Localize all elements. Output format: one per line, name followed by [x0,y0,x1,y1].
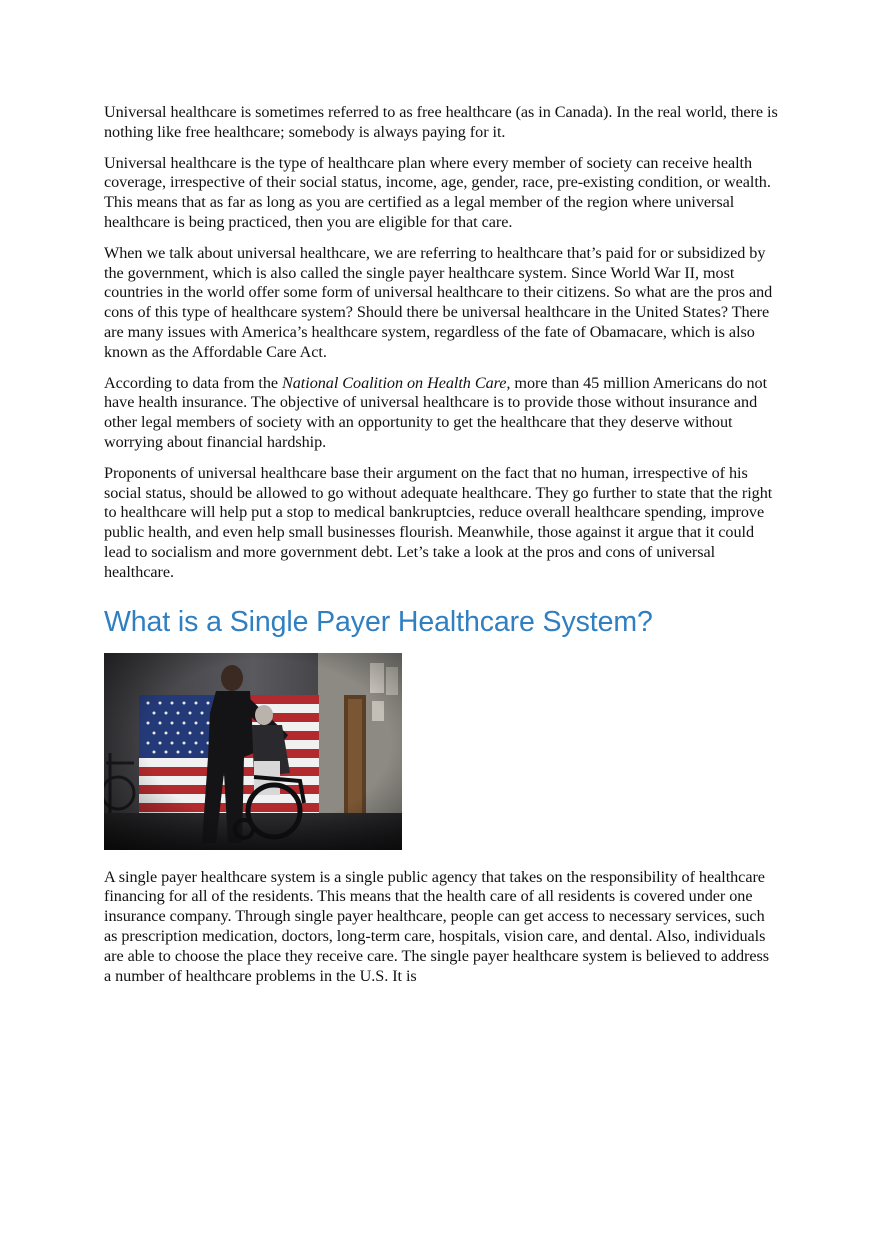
document-page [104,103,778,997]
coalition-paragraph [104,374,778,453]
coalition-text-before: According to data from the [104,373,283,392]
photo-illustration [104,653,402,850]
section-heading: What is a Single Payer Healthcare System? [104,605,653,638]
government-paragraph: When we talk about universal healthcare, we are referring to healthcare that’s paid for or subsidized by the government, which is also called the single payer healthcare system. Since World War II, most countries in the world offer some form of universal healthcare to their citizens. So what are the pros and cons of this type of healthcare system? Should there be universal healthcare in the United States? There are many issues with America’s healthcare system, regardless of the fate of Obamacare, which is also known as the Affordable Care Act. [104,243,773,361]
coalition-source: National Coalition on Health Care, [282,373,511,392]
article-photo [104,653,402,850]
intro-paragraph: Universal healthcare is sometimes referred to as free healthcare (as in Canada). In the real world, there is nothing like free healthcare; somebody is always paying for it. [104,103,778,141]
single-payer-paragraph: A single payer healthcare system is a single public agency that takes on the responsibility of healthcare financing for all of the residents. This means that the health care of all residents is covered under one insurance company. Through single payer healthcare, people can get access to necessary services, such as prescription medication, doctors, long-term care, hospitals, vision care, and dental. Also, individuals are able to choose the place they receive care. The single payer healthcare system is believed to address a number of healthcare problems in the U.S. It is [104,867,770,985]
definition-paragraph: Universal healthcare is the type of healthcare plan where every member of society can receive health coverage, irrespective of their social status, income, age, gender, race, pre-existing condition, or wealth. This means that as far as long as you are certified as a legal member of the region where universal healthcare is being practiced, then you are eligible for that care. [104,153,771,231]
coalition-text-after: more than 45 million Americans do not have health insurance. The objective of universal healthcare is to provide those without insurance and other legal members of society with an opportunity to get the healthcare that they deserve without worrying about financial hardship. [104,373,768,451]
proponents-paragraph: Proponents of universal healthcare base their argument on the fact that no human, irrespective of his social status, should be allowed to go without adequate healthcare. They go further to state that the right to healthcare will help put a stop to medical bankruptcies, reduce overall healthcare spending, improve public health, and even help small businesses flourish. Meanwhile, those against it argue that it could lead to socialism and more government debt. Let’s take a look at the pros and cons of universal healthcare. [104,463,773,581]
